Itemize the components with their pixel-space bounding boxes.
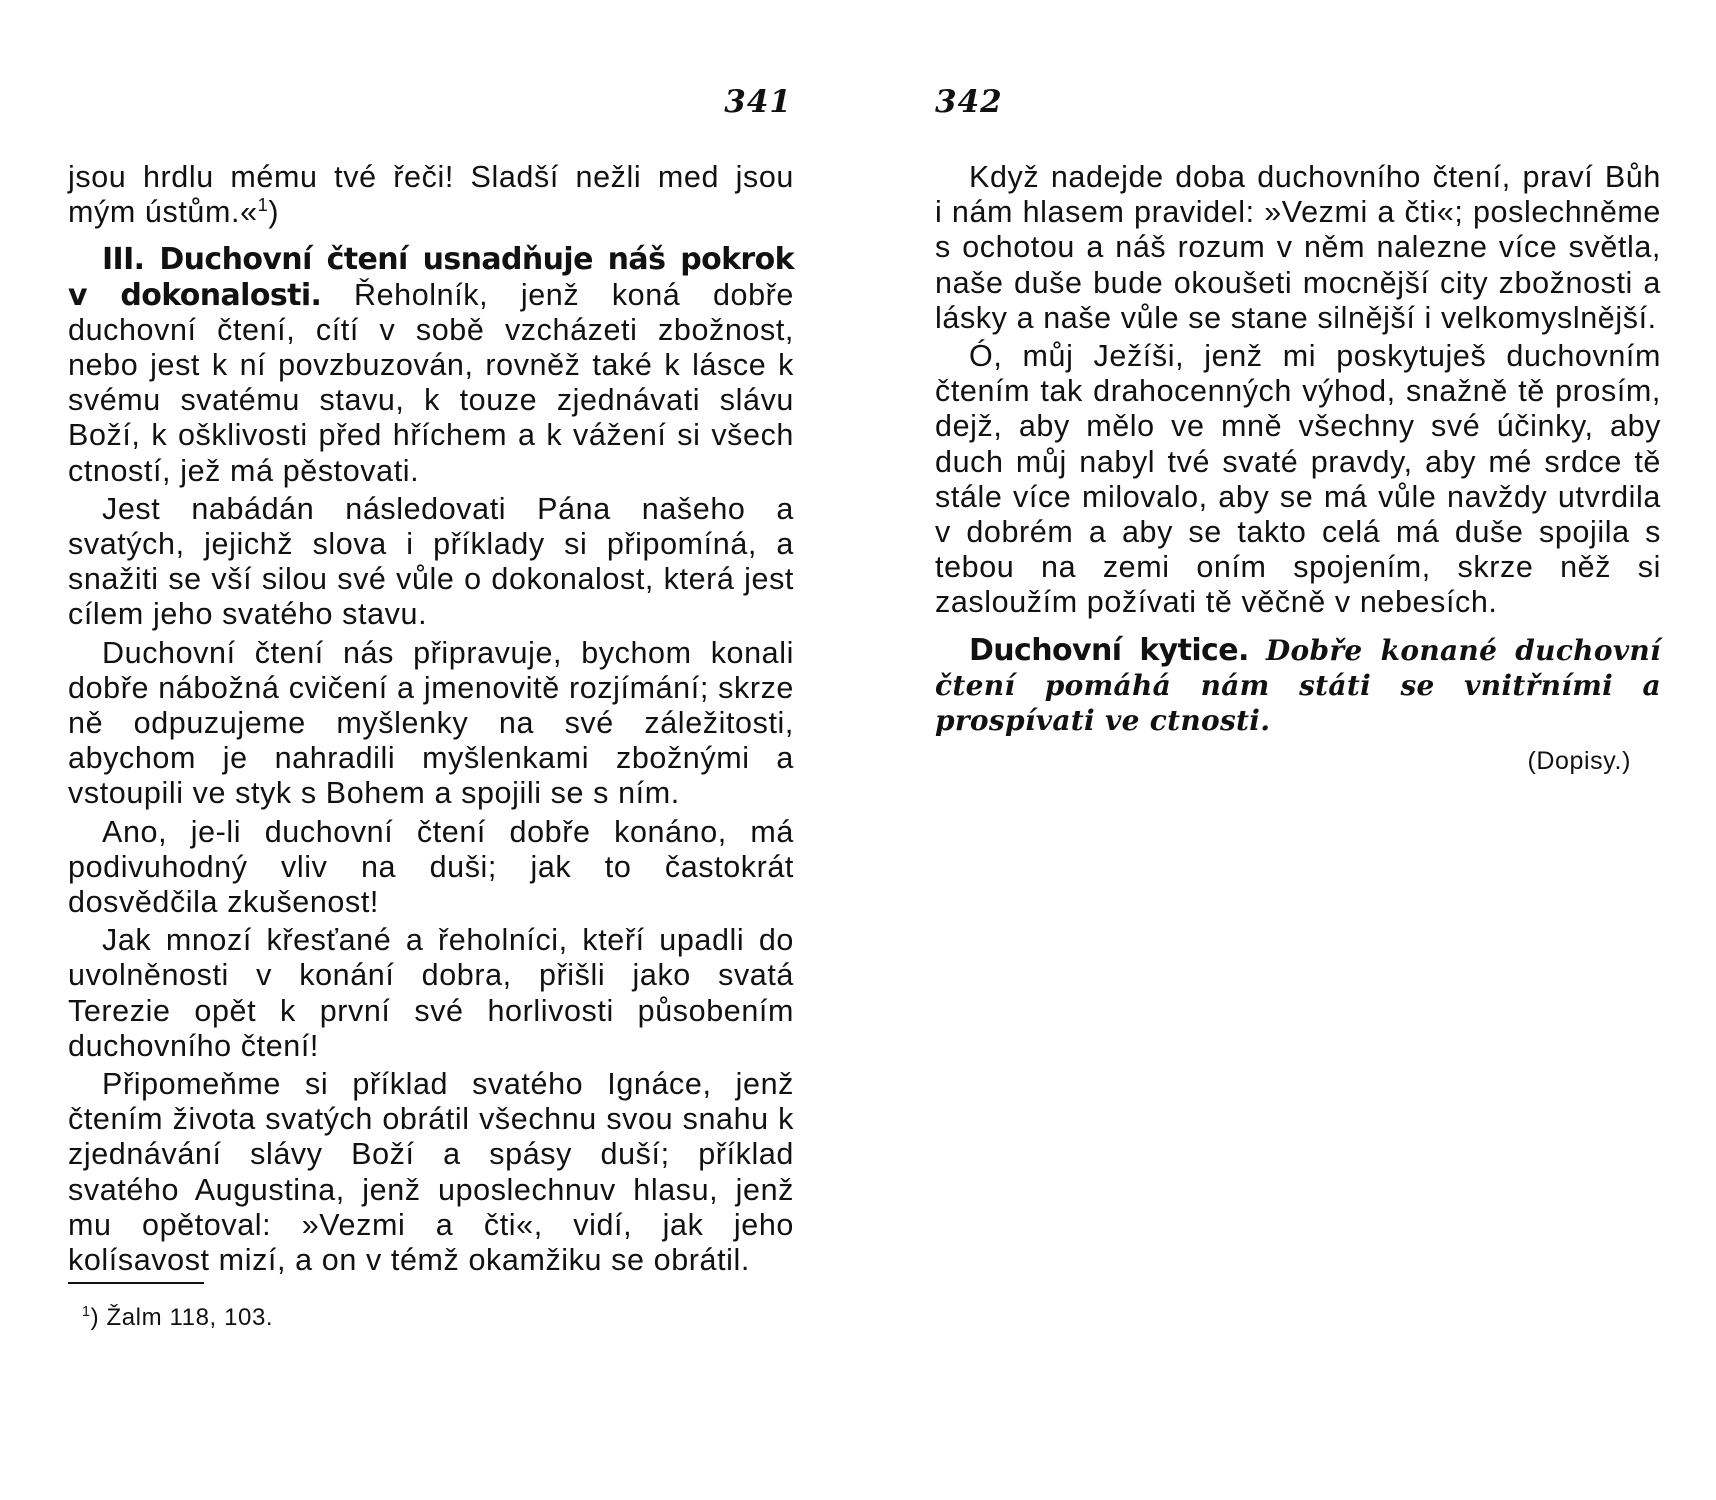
section-heading: III. Duchovní čtení usnadňuje náš pokrok v dokonalosti. — [68, 242, 794, 313]
spiritual-bouquet — [935, 633, 1661, 739]
paragraph — [68, 160, 794, 230]
footnote-ref: 1 — [257, 194, 269, 216]
source-citation: (Dopisy.) — [1527, 747, 1631, 776]
section-paragraph — [68, 242, 794, 488]
bouquet-text: Dobře konané duchovní čtení pomáhá nám státi se vnitřními a prospívati ve ctnosti. — [935, 633, 1661, 738]
paragraph: Jak mnozí křesťané a řeholníci, kteří upadli do uvolněnosti v konání dobra, přišli jako svatá Terezie opět k první své horlivosti působením duchovního čtení! — [68, 923, 794, 1063]
paragraph: Jest nabádán následovati Pána našeho a svatých, jejichž slova i příklady si připomíná, a snažiti se vší silou své vůle o dokonalost, která jest cílem jeho svatého stavu. — [68, 491, 794, 632]
paragraph: Připomeňme si příklad svatého Ignáce, jenž čtením života svatých obrátil všechnu svou snahu k zjednávání slávy Boží a spásy duší; příklad svatého Augustina, jenž uposlechnuv hlasu, jenž mu opětoval: »Vezmi a čti«, vidí, jak jeho kolísavost mizí, a on v témž okamžiku se obrátil. — [68, 1067, 794, 1278]
footnote-mark: 1 — [82, 1304, 91, 1320]
bouquet-label: Duchovní kytice. — [969, 632, 1249, 668]
page-body — [68, 160, 794, 1281]
footnote-text: ) Žalm 118, 103. — [90, 1304, 274, 1331]
paragraph-text-tail: ) — [268, 195, 280, 230]
paragraph-text: jsou hrdlu mému tvé řeči! Sladší nežli med jsou mým ústům.« — [68, 160, 794, 230]
page-number: 341 — [724, 84, 792, 120]
paragraph: Když nadejde doba duchovního čtení, praví Bůh i nám hlasem pravidel: »Vezmi a čti«; poslechněme s ochotou a náš rozum v něm nalezne více světla, naše duše bude okoušeti mocnější city zbožnosti a lásky a naše vůle se stane silnější i velkomyslnější. — [935, 160, 1661, 335]
page-body — [935, 160, 1661, 782]
paragraph: Duchovní čtení nás připravuje, bychom konali dobře nábožná cvičení a jmenovitě rozjímání; skrze ně odpuzujeme myšlenky na své záležitosti, abychom je nahradili myšlenkami zbožnými a vstoupili ve styk s Bohem a spojili se s ním. — [68, 635, 794, 811]
paragraph: Ó, můj Ježíši, jenž mi poskytuješ duchovním čtením tak drahocenných výhod, snažně tě prosím, dejž, aby mělo ve mně všechny své účinky, aby duch můj nabyl tvé svaté pravdy, aby mé srdce tě stále více milovalo, aby se má vůle navždy utvrdila v dobrém a aby se takto celá má duše spojila s tebou na zemi oním spojením, skrze něž si zasloužím požívati tě věčně v nebesích. — [935, 339, 1661, 620]
left-page — [68, 0, 794, 1500]
paragraph: Ano, je-li duchovní čtení dobře konáno, má podivuhodný vliv na duši; jak to častokrát dosvědčila zkušenost! — [68, 814, 794, 920]
page-number: 342 — [935, 84, 1003, 120]
paragraph-text: Řeholník, jenž koná dobře duchovní čtení, cítí v sobě vzcházeti zbožnost, nebo jest k ní povzbuzován, rovněž také k lásce k svému svatému stavu, k touze zjednávati slávu Boží, k ošklivosti před hříchem a k vážení si všech ctností, jež má pěstovati. — [68, 277, 794, 488]
footnote-rule — [68, 1282, 204, 1284]
footnote — [82, 1304, 273, 1332]
right-page — [935, 0, 1661, 1500]
